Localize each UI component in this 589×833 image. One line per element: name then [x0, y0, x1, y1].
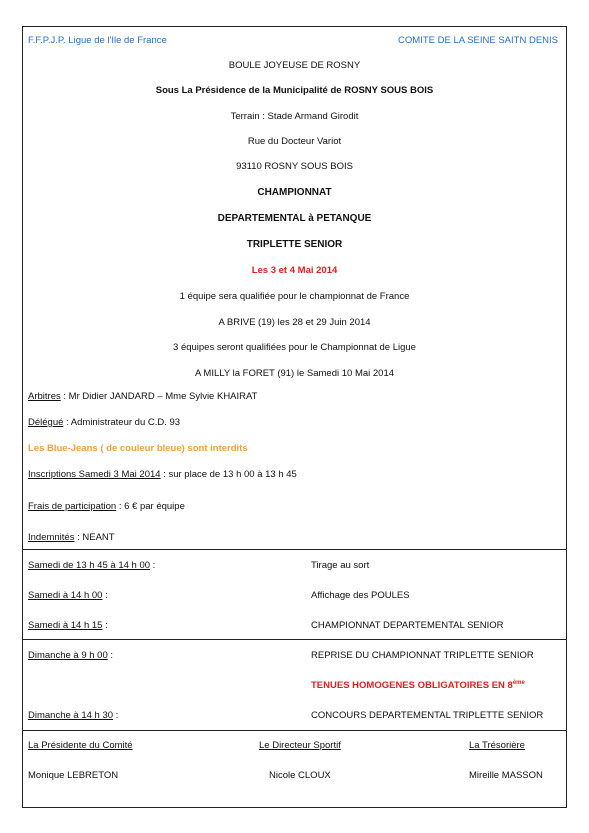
schedule-time: Samedi de 13 h 45 à 14 h 00	[28, 560, 151, 571]
schedule-colon: :	[150, 560, 156, 571]
schedule-time: Dimanche à 9 h 00	[28, 650, 108, 661]
tenues-superscript: ème	[512, 680, 525, 686]
city-line: 93110 ROSNY SOUS BOIS	[236, 161, 353, 172]
schedule-time: Samedi à 14 h 15	[28, 620, 103, 631]
schedule-colon: :	[102, 620, 108, 631]
delegue-label: Délégué	[28, 417, 64, 428]
schedule-row-time	[28, 590, 108, 601]
indemnites-label: Indemnités	[28, 532, 75, 543]
terrain-line: Terrain : Stade Armand Girodit	[230, 111, 359, 122]
treasurer-title: La Trésorière	[469, 740, 525, 751]
schedule-event: Tirage au sort	[311, 560, 370, 571]
bluejeans-warning: Les Blue-Jeans ( de couleur bleue) sont interdits	[28, 443, 248, 454]
delegue-value: : Administrateur du C.D. 93	[63, 417, 181, 428]
street-line: Rue du Docteur Variot	[247, 136, 342, 147]
milly-line: A MILLY la FORET (91) le Samedi 10 Mai 2014	[194, 368, 395, 379]
frais-label: Frais de participation	[28, 501, 117, 512]
president-name: Monique LEBRETON	[28, 770, 119, 781]
indemnites-line	[28, 532, 115, 543]
schedule-row-time	[28, 620, 108, 631]
frais-line	[28, 501, 185, 512]
schedule-time: Dimanche à 14 h 30	[28, 710, 114, 721]
director-title: Le Directeur Sportif	[259, 740, 341, 751]
schedule-row-time	[28, 710, 118, 721]
schedule-row-time	[28, 650, 113, 661]
schedule-event: CONCOURS DEPARTEMENTAL TRIPLETTE SENIOR	[311, 710, 544, 721]
arbitres-value: : Mr Didier JANDARD – Mme Sylvie KHAIRAT	[60, 391, 258, 402]
treasurer-name: Mireille MASSON	[469, 770, 543, 781]
divider	[23, 549, 566, 550]
club-name: BOULE JOYEUSE DE ROSNY	[228, 60, 361, 71]
schedule-colon: :	[102, 590, 108, 601]
schedule-row-time	[28, 560, 155, 571]
schedule-event: Affichage des POULES	[311, 590, 410, 601]
committee-header: COMITE DE LA SEINE SAITN DENIS	[398, 35, 558, 46]
presidency-line: Sous La Présidence de la Municipalité de ROSNY SOUS BOIS	[155, 85, 434, 96]
delegue-line	[28, 417, 180, 428]
document-frame	[22, 26, 567, 808]
indemnites-value: : NEANT	[74, 532, 115, 543]
schedule-colon: :	[107, 650, 114, 661]
france-qualification: 1 équipe sera qualifiée pour le championnat de France	[179, 291, 410, 302]
president-title: La Présidente du Comité	[28, 740, 133, 751]
divider	[23, 730, 566, 731]
frais-value: : 6 € par équipe	[116, 501, 185, 512]
schedule-event: REPRISE DU CHAMPIONNAT TRIPLETTE SENIOR	[311, 650, 534, 661]
tenues-text: TENUES HOMOGENES OBLIGATOIRES EN 8	[311, 680, 513, 692]
tenues-notice	[311, 680, 525, 691]
divider	[23, 639, 566, 640]
director-name: Nicole CLOUX	[269, 770, 331, 781]
event-dates: Les 3 et 4 Mai 2014	[251, 265, 338, 276]
schedule-event: CHAMPIONNAT DEPARTEMENTAL SENIOR	[311, 620, 504, 631]
inscriptions-line	[28, 469, 297, 480]
departmental-title: DEPARTEMENTAL à PETANQUE	[217, 213, 372, 224]
arbitres-label: Arbitres	[28, 391, 61, 402]
brive-line: A BRIVE (19) les 28 et 29 Juin 2014	[218, 317, 371, 328]
schedule-time: Samedi à 14 h 00	[28, 590, 103, 601]
schedule-colon: :	[113, 710, 119, 721]
ligue-qualification: 3 équipes seront qualifiées pour le Championnat de Ligue	[173, 342, 416, 353]
inscriptions-label: Inscriptions Samedi 3 Mai 2014	[28, 469, 161, 480]
inscriptions-value: : sur place de 13 h 00 à 13 h 45	[160, 469, 297, 480]
championship-title: CHAMPIONNAT	[257, 187, 332, 198]
league-header: F.F.P.J.P. Ligue de l'Ile de France	[28, 35, 167, 46]
category-title: TRIPLETTE SENIOR	[246, 239, 343, 250]
arbitres-line	[28, 391, 257, 402]
